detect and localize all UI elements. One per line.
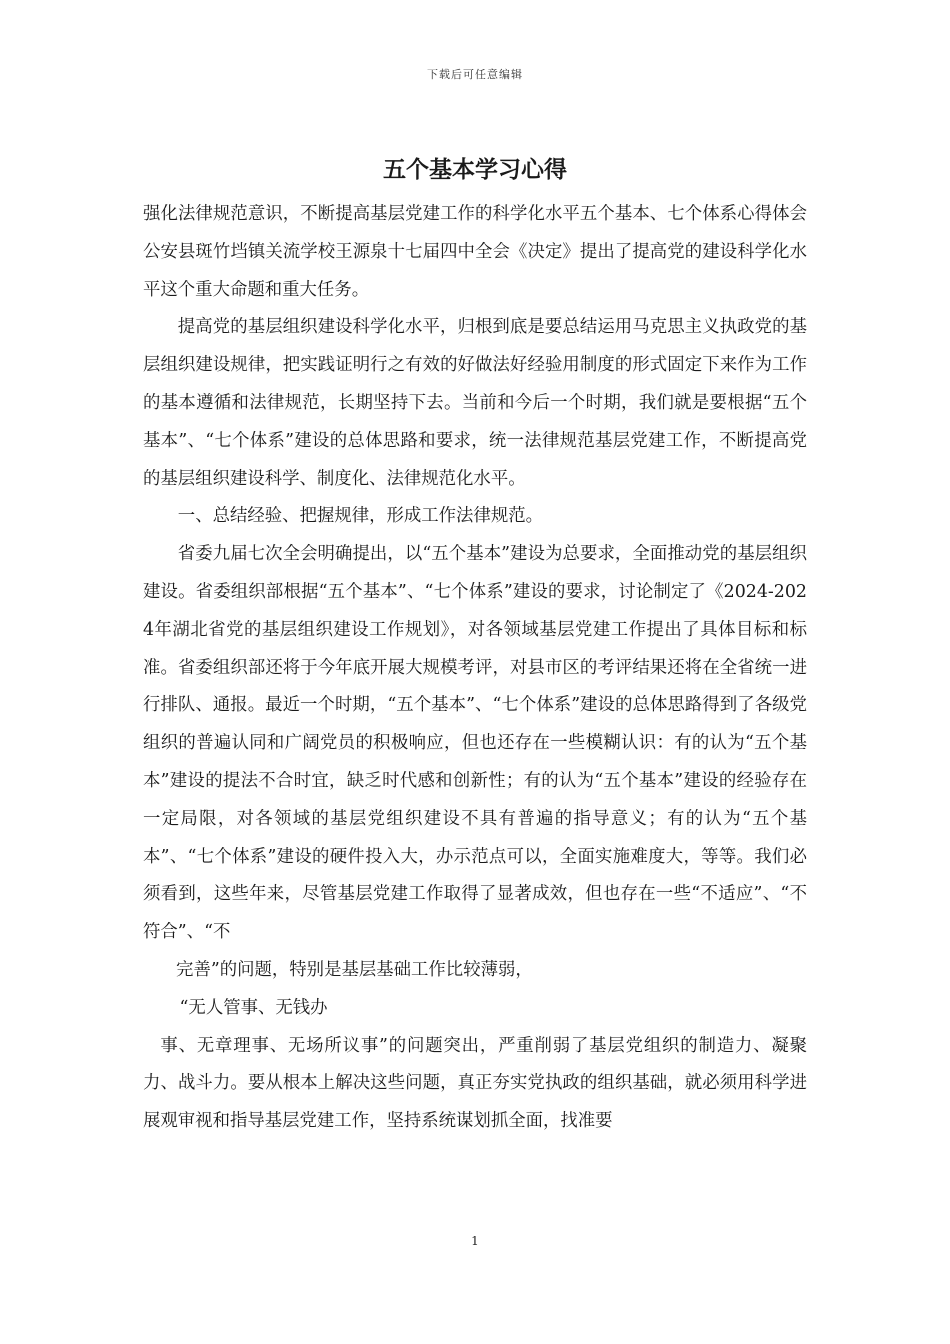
- paragraph-intro: 强化法律规范意识，不断提高基层党建工作的科学化水平五个基本、七个体系心得体会公安县斑竹垱镇关流学校王源泉十七届四中全会《决定》提出了提高党的建设科学化水平这个重大命题和重大任务。: [143, 204, 807, 300]
- paragraph-3: 事、无章理事、无场所议事”的问题突出，严重削弱了基层党组织的制造力、凝聚力、战斗力。要从根本上解决这些问题，真正夯实党执政的组织基础，就必须用科学进展观审视和指导基层党建工作，坚持系统谋划抓全面，找准要: [143, 1035, 807, 1132]
- page-number: 1: [471, 1234, 479, 1248]
- paragraph-fragment-1: 完善”的问题，特别是基层基础工作比较薄弱，: [176, 959, 533, 980]
- document-title: 五个基本学习心得: [383, 156, 567, 183]
- section-heading-1: 一、总结经验、把握规律，形成工作法律规范。: [177, 506, 544, 527]
- header-note: 下载后可任意编辑: [427, 68, 523, 81]
- paragraph-fragment-2: “无人管事、无钱办: [179, 997, 328, 1018]
- paragraph-1: 提高党的基层组织建设科学化水平，归根到底是要总结运用马克思主义执政党的基层组织建设规律，把实践证明行之有效的好做法好经验用制度的形式固定下来作为工作的基本遵循和法律规范，长期坚持下去。当前和今后一个时期，我们就是要根据“五个基本”、“七个体系”建设的总体思路和要求，统一法律规范基层党建工作，不断提高党的基层组织建设科学、制度化、法律规范化水平。: [143, 317, 807, 489]
- paragraph-2: 省委九届七次全会明确提出，以“五个基本”建设为总要求，全面推动党的基层组织建设。省委组织部根据“五个基本”、“七个体系”建设的要求，讨论制定了《2024-2024年湖北省党的基层组织建设工作规划》，对各领域基层党建工作提出了具体目标和标准。省委组织部还将于今年底开展大规模考评，对县市区的考评结果还将在全省统一进行排队、通报。最近一个时期，“五个基本”、“七个体系”建设的总体思路得到了各级党组织的普遍认同和广阔党员的积极响应，但也还存在一些模糊认识：有的认为“五个基本”建设的提法不合时宜，缺乏时代感和创新性；有的认为“五个基本”建设的经验存在一定局限，对各领域的基层党组织建设不具有普遍的指导意义；有的认为“五个基本”、“七个体系”建设的硬件投入大，办示范点可以，全面实施难度大，等等。我们必须看到，这些年来，尽管基层党建工作取得了显著成效，但也存在一些“不适应”、“不符合”、“不: [143, 544, 807, 943]
- document-body: [143, 196, 807, 1141]
